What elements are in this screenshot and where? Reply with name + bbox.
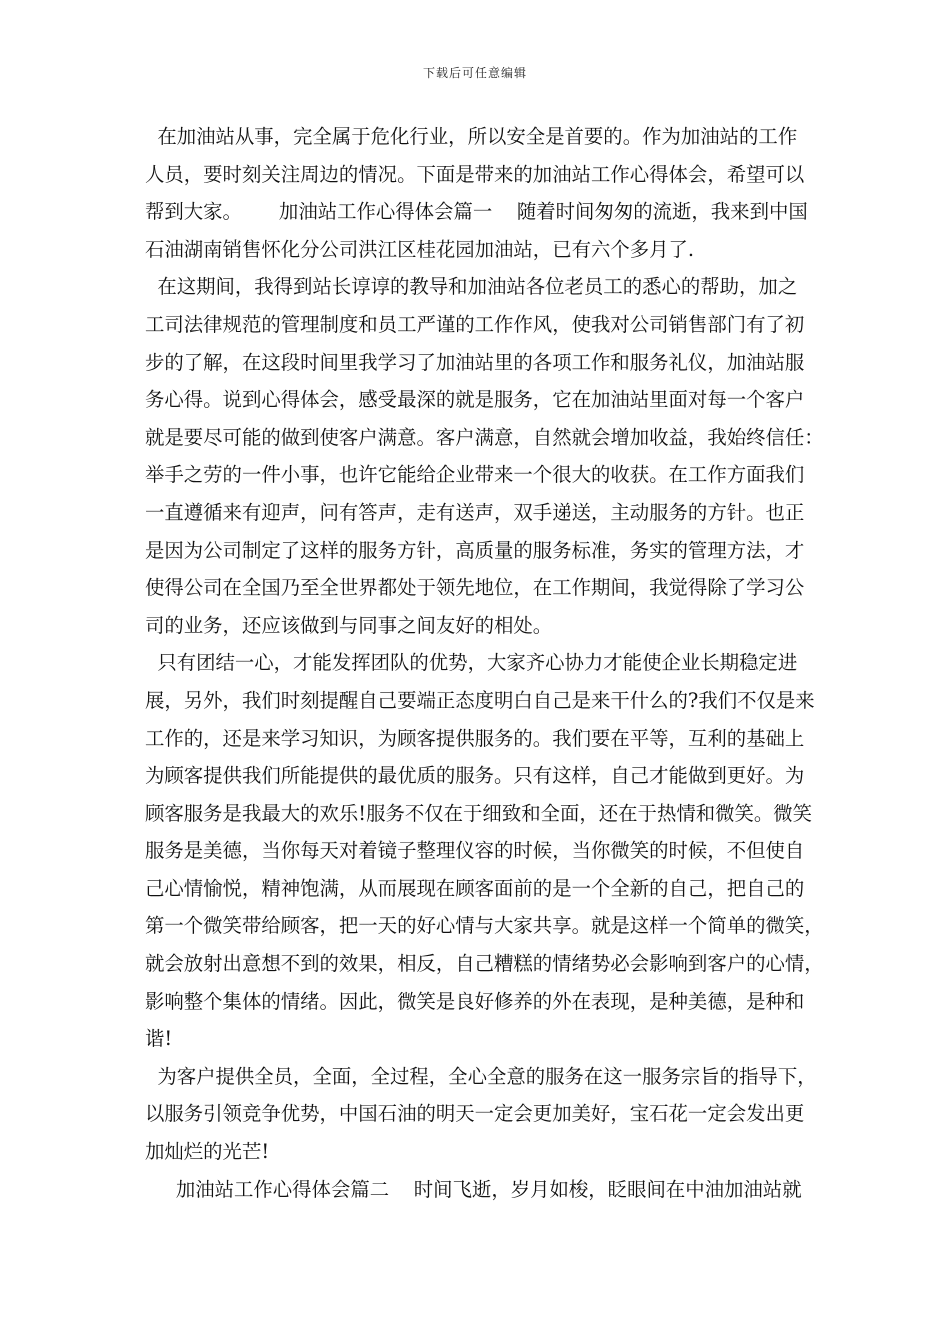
text-line: 就会放射出意想不到的效果，相反，自己糟糕的情绪势必会影响到客户的心情， bbox=[145, 952, 824, 976]
text-line: 加灿烂的光芒! bbox=[145, 1140, 270, 1164]
text-line: 人员，要时刻关注周边的情况。下面是带来的加油站工作心得体会，希望可以 bbox=[145, 162, 805, 186]
text-line: 就是要尽可能的做到使客户满意。客户满意，自然就会增加收益，我始终信任： bbox=[145, 425, 824, 449]
text-line: 是因为公司制定了这样的服务方针，高质量的服务标准，务实的管理方法，才 bbox=[145, 538, 805, 562]
text-line: 在加油站从事，完全属于危化行业，所以安全是首要的。作为加油站的工作 bbox=[145, 125, 798, 148]
page-header: 下载后可任意编辑 bbox=[422, 66, 527, 80]
text-line: 步的了解，在这段时间里我学习了加油站里的各项工作和服务礼仪，加油站服 bbox=[145, 350, 805, 374]
text-line: 展，另外，我们时刻提醒自己要端正态度明白自己是来干什么的?我们不仅是来 bbox=[145, 688, 815, 712]
text-line: 在这期间，我得到站长谆谆的教导和加油站各位老员工的悉心的帮助，加之 bbox=[145, 275, 798, 299]
text-line: 举手之劳的一件小事，也许它能给企业带来一个很大的收获。在工作方面我们 bbox=[145, 463, 805, 487]
text-line: 加油站工作心得体会篇二 时间飞逝，岁月如梭，眨眼间在中油加油站就 bbox=[145, 1177, 802, 1201]
text-line: 石油湖南销售怀化分公司洪江区桂花园加油站，已有六个多月了. bbox=[145, 237, 695, 261]
text-line: 以服务引领竞争优势，中国石油的明天一定会更加美好，宝石花一定会发出更 bbox=[145, 1102, 805, 1126]
text-line: 工作的，还是来学习知识，为顾客提供服务的。我们要在平等，互利的基础上 bbox=[145, 726, 805, 750]
text-line: 司的业务，还应该做到与同事之间友好的相处。 bbox=[145, 613, 553, 637]
text-line: 只有团结一心，才能发挥团队的优势，大家齐心协力才能使企业长期稳定进 bbox=[145, 651, 798, 675]
text-line: 第一个微笑带给顾客，把一天的好心情与大家共享。就是这样一个简单的微笑， bbox=[145, 914, 824, 938]
text-line: 务心得。说到心得体会，感受最深的就是服务，它在加油站里面对每一个客户 bbox=[145, 388, 805, 412]
text-line: 影响整个集体的情绪。因此，微笑是良好修养的外在表现，是种美德，是种和 bbox=[145, 989, 805, 1013]
text-line: 为客户提供全员，全面，全过程，全心全意的服务在这一服务宗旨的指导下， bbox=[145, 1064, 817, 1088]
text-line: 使得公司在全国乃至全世界都处于领先地位，在工作期间，我觉得除了学习公 bbox=[145, 576, 805, 600]
text-line: 己心情愉悦，精神饱满，从而展现在顾客面前的是一个全新的自己，把自己的 bbox=[145, 876, 805, 900]
text-line: 帮到大家。 加油站工作心得体会篇一 随着时间匆匆的流逝，我来到中国 bbox=[145, 200, 808, 224]
text-line: 谐! bbox=[145, 1027, 173, 1051]
text-line: 工司法律规范的管理制度和员工严谨的工作作风，使我对公司销售部门有了初 bbox=[145, 312, 805, 336]
document-body bbox=[145, 118, 824, 1208]
text-line: 一直遵循来有迎声，问有答声，走有送声，双手递送，主动服务的方针。也正 bbox=[145, 500, 805, 524]
text-line: 服务是美德，当你每天对着镜子整理仪容的时候，当你微笑的时候，不但使自 bbox=[145, 839, 805, 863]
text-line: 顾客服务是我最大的欢乐!服务不仅在于细致和全面，还在于热情和微笑。微笑 bbox=[145, 801, 813, 825]
text-line: 为顾客提供我们所能提供的最优质的服务。只有这样，自己才能做到更好。为 bbox=[145, 764, 805, 788]
